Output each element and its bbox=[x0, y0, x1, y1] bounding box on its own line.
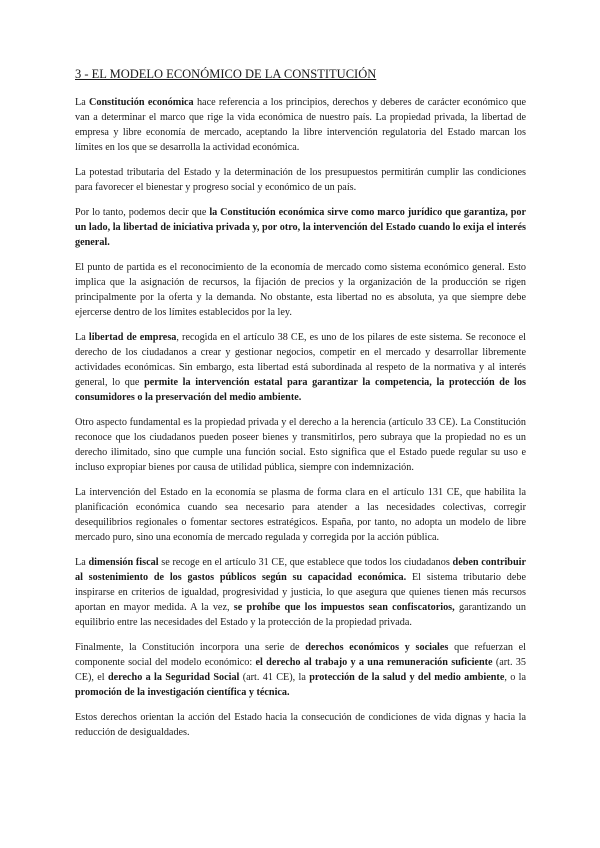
paragraph bbox=[75, 415, 526, 475]
body-text: El punto de partida es el reconocimiento de la economía de mercado como sistema económico general. Esto implica que la asignación de recursos, la fijación de precios y la organización de la producción se rigen principalmente por la oferta y la demanda. No obstante, esta libertad no es absoluta, ya que siempre debe ejercerse dentro de los límites establecidos por la ley. bbox=[75, 262, 526, 318]
bold-text: derechos económicos y sociales bbox=[305, 642, 449, 653]
paragraph bbox=[75, 95, 526, 155]
paragraph bbox=[75, 485, 526, 545]
paragraph bbox=[75, 555, 526, 630]
body-text: hace referencia a los principios, derechos y deberes de carácter económico que van a determinar el marco que rige la vida económica de nuestro país. La propiedad privada, la libertad de empresa y libre economía de mercado, aceptando la libre intervención regulatoria del Estado marcan los límites en los que se desarrolla la actividad económica. bbox=[75, 97, 526, 153]
body-text: La bbox=[75, 332, 89, 343]
bold-text: la Constitución económica sirve como marco jurídico que garantiza, por un lado, la libertad de iniciativa privada y, por otro, la intervención del Estado cuando lo exija el interés general. bbox=[75, 207, 526, 248]
body-text: El sistema tributario debe inspirarse en criterios de igualdad, progresividad y justicia, lo que asegura que quienes tienen más recursos aportan en mayor medida. A la vez, bbox=[75, 572, 526, 613]
bold-text: derecho a la Seguridad Social bbox=[107, 672, 240, 683]
bold-text: permite la intervención estatal para garantizar la competencia, la protección de los consumidores o la preservación del medio ambiente. bbox=[75, 377, 527, 403]
body-text: La bbox=[75, 557, 89, 568]
bold-text: libertad de empresa bbox=[88, 332, 177, 343]
body-text: La intervención del Estado en la economía se plasma de forma clara en el artículo 131 CE, que habilita la planificación económica cuando sea necesario para atender a las necesidades colectivas, corregir desequilibrios regionales o fomentar sectores estratégicos. España, por tanto, no adopta un modelo de libre mercado puro, sino una economía de mercado regulada y corregida por la acción pública. bbox=[75, 487, 526, 543]
body-text: , o la bbox=[504, 672, 527, 683]
bold-text: el derecho al trabajo y a una remuneración suficiente bbox=[255, 657, 493, 668]
bold-text: Constitución económica bbox=[89, 97, 194, 108]
body-text: (art. 41 CE), la bbox=[239, 672, 310, 683]
body-text: Otro aspecto fundamental es la propiedad privada y el derecho a la herencia (artículo 33 CE). La Constitución reconoce que los ciudadanos pueden poseer bienes y transmitirlos, pero subraya que la propiedad no es un derecho ilimitado, sino que cumple una función social. Esto significa que el Estado puede regular su uso e incluso expropiar bienes por causa de utilidad pública, siempre con indemnización. bbox=[75, 417, 526, 473]
body-text: La bbox=[75, 97, 90, 108]
body-text: (art. 35 CE), el bbox=[75, 657, 526, 683]
body-text: , recogida en el artículo 38 CE, es uno de los pilares de este sistema. Se reconoce el derecho de los ciudadanos a crear y gestionar negocios, competir en el mercado y desarrollar libremente actividades económicas. Sin embargo, esta libertad está subordinada al respeto de la normativa y al interés general, lo que bbox=[75, 332, 526, 388]
paragraph bbox=[75, 330, 526, 405]
body-text: que refuerzan el componente social del modelo económico: bbox=[75, 642, 526, 668]
body-text: Finalmente, la Constitución incorpora una serie de bbox=[75, 642, 306, 653]
paragraph bbox=[75, 710, 526, 740]
bold-text: se prohíbe que los impuestos sean confiscatorios, bbox=[233, 602, 455, 613]
bold-text: protección de la salud y del medio ambiente bbox=[309, 672, 505, 683]
section-title: 3 - EL MODELO ECONÓMICO DE LA CONSTITUCIÓN bbox=[75, 67, 377, 81]
bold-text: deben contribuir al sostenimiento de los gastos públicos según su capacidad económica. bbox=[75, 557, 526, 583]
body-text: Estos derechos orientan la acción del Estado hacia la consecución de condiciones de vida dignas y hacia la reducción de desigualdades. bbox=[75, 712, 526, 738]
bold-text: promoción de la investigación científica y técnica. bbox=[75, 687, 290, 698]
paragraph-list bbox=[75, 95, 526, 740]
paragraph bbox=[75, 165, 526, 195]
body-text: Por lo tanto, podemos decir que bbox=[75, 207, 210, 218]
paragraph bbox=[75, 640, 526, 700]
paragraph bbox=[75, 260, 526, 320]
bold-text: dimensión fiscal bbox=[88, 557, 159, 568]
body-text: La potestad tributaria del Estado y la determinación de los presupuestos permitirán cumplir las condiciones para favorecer el bienestar y progreso social y económico de un país. bbox=[75, 167, 526, 193]
body-text: garantizando un equilibrio entre las necesidades del Estado y la protección de la propiedad privada. bbox=[75, 602, 526, 628]
document-body bbox=[75, 66, 526, 750]
body-text: se recoge en el artículo 31 CE, que establece que todos los ciudadanos bbox=[158, 557, 453, 568]
paragraph bbox=[75, 205, 526, 250]
